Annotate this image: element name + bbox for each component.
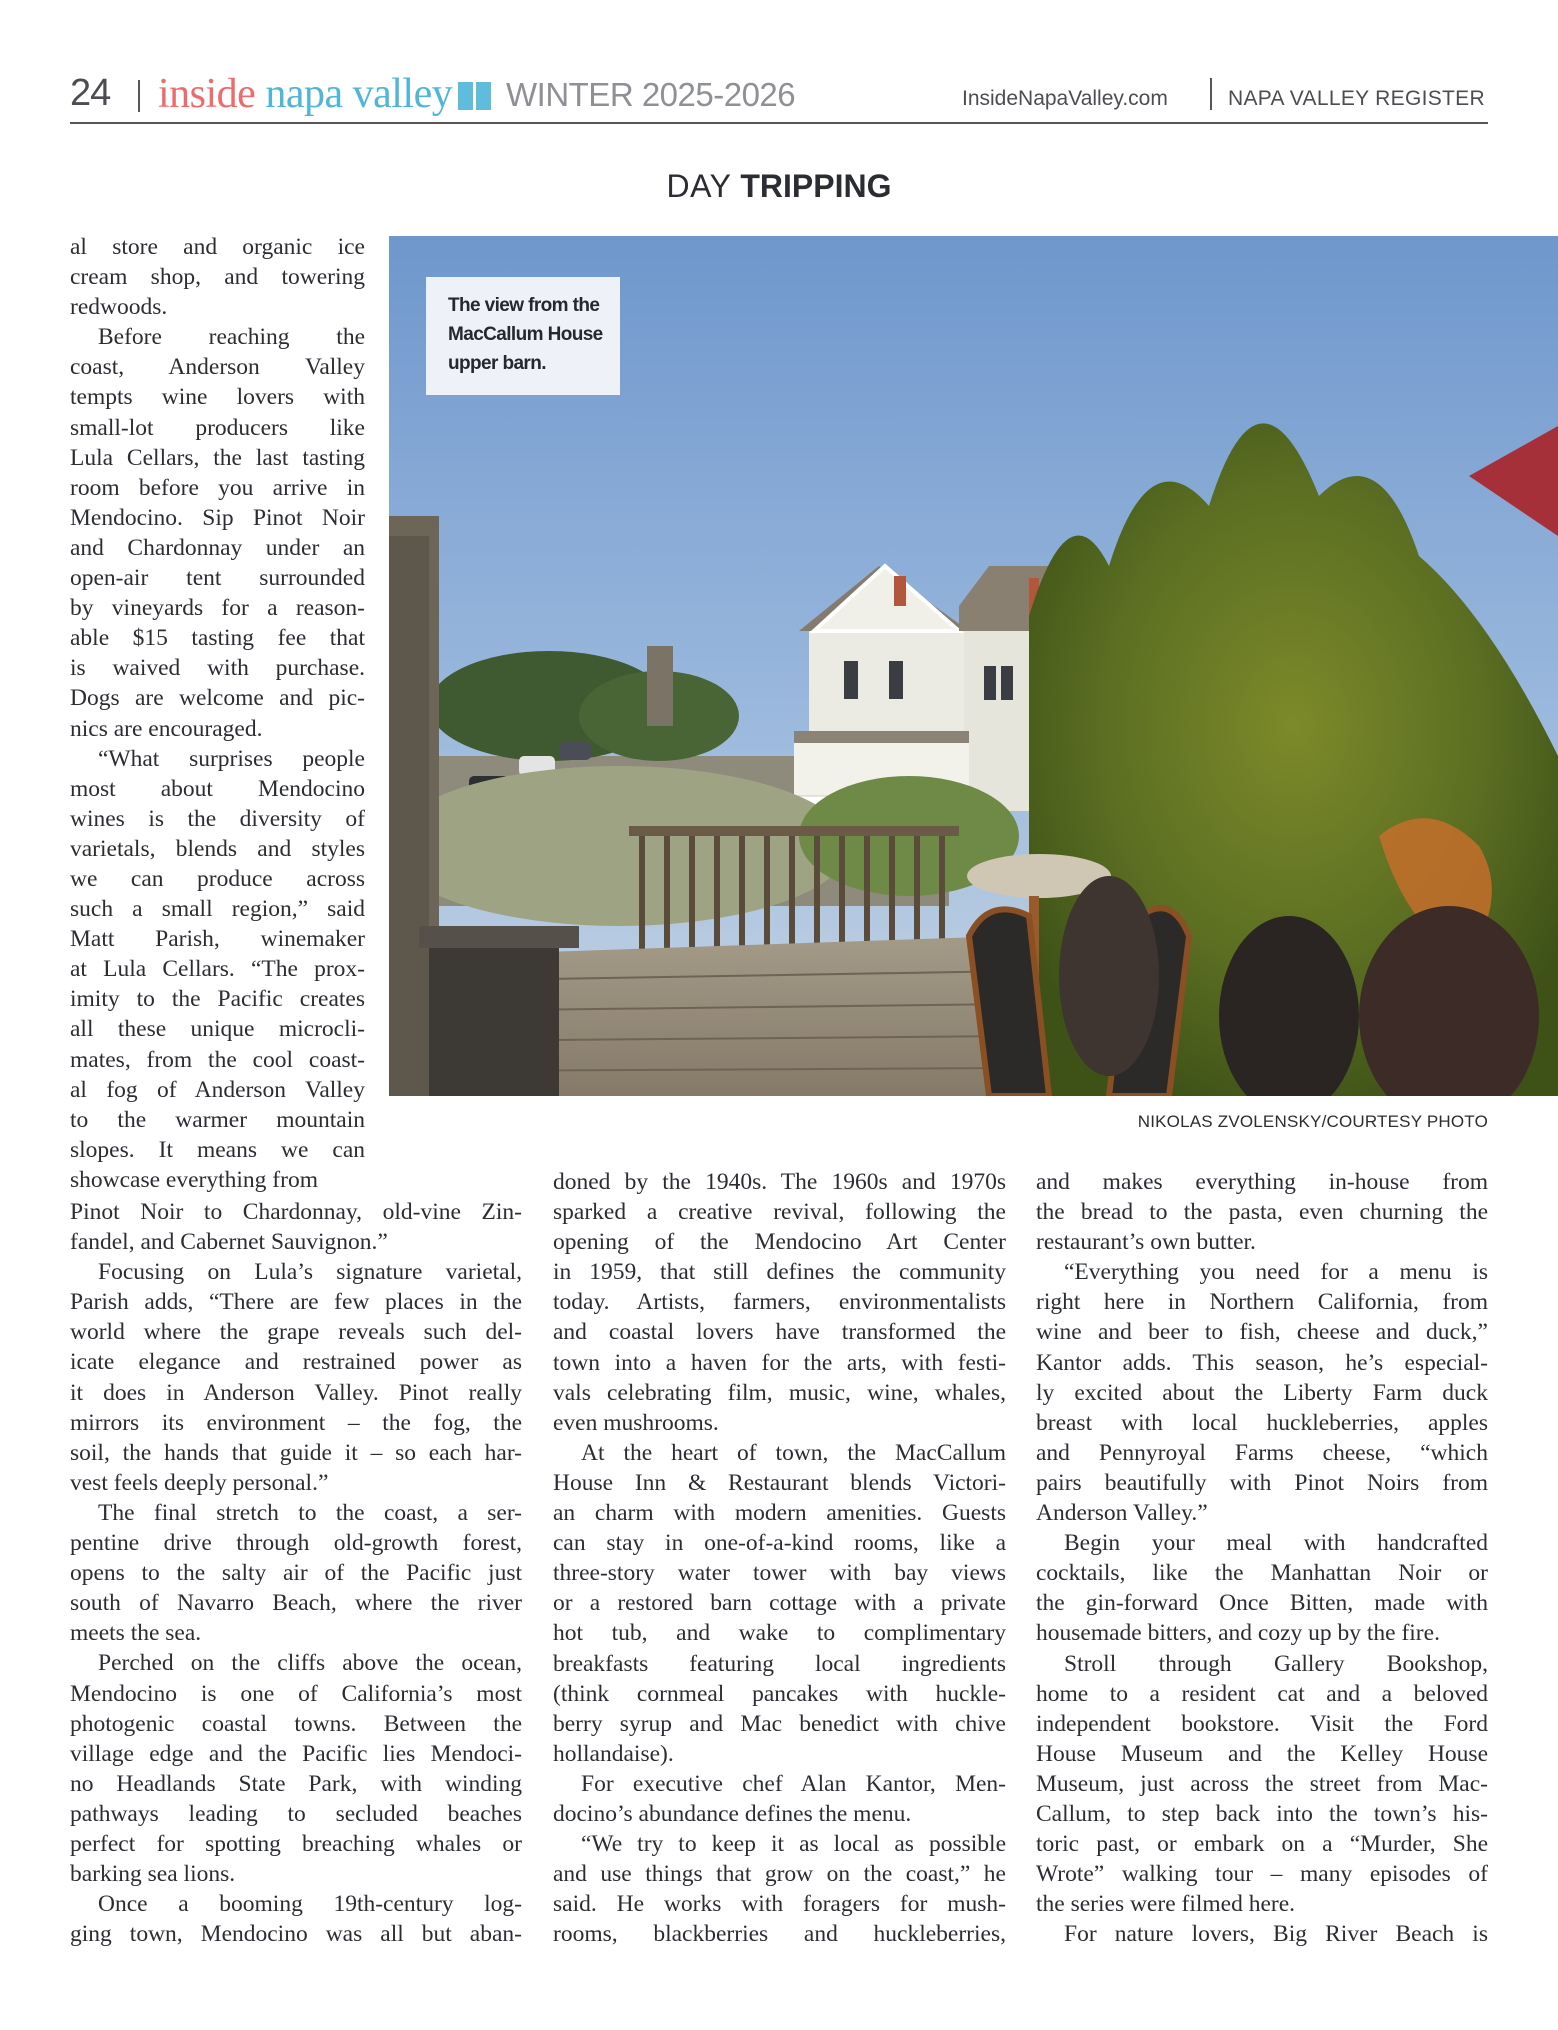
text-line: Matt Parish, winemaker — [70, 926, 365, 953]
text-line: pathways leading to secluded beaches — [70, 1800, 522, 1827]
text-line: Stroll through Gallery Bookshop, — [1064, 1650, 1488, 1677]
text-line: vest feels deeply personal.” — [70, 1469, 329, 1496]
text-line: House Museum and the Kelley House — [1036, 1740, 1488, 1767]
text-line: meets the sea. — [70, 1620, 202, 1647]
text-line: Museum, just across the street from Mac- — [1036, 1770, 1488, 1797]
text-line: Anderson Valley.” — [1036, 1500, 1208, 1527]
text-line: nics are encouraged. — [70, 715, 263, 742]
website-link[interactable]: InsideNapaValley.com — [962, 87, 1168, 110]
text-line: House Inn & Restaurant blends Victori- — [553, 1469, 1006, 1496]
text-line: (think cornmeal pancakes with huckle- — [553, 1680, 1006, 1707]
text-line: fandel, and Cabernet Sauvignon.” — [70, 1229, 388, 1256]
photo-credit: NIKOLAS ZVOLENSKY/COURTESY PHOTO — [1137, 1112, 1488, 1131]
text-line: and use things that grow on the coast,” he — [553, 1861, 1006, 1888]
text-line: most about Mendocino — [70, 775, 365, 802]
article-column-1-top — [70, 232, 365, 1195]
issue-label: WINTER 2025-2026 — [506, 76, 796, 113]
page-number: 24 — [70, 72, 111, 114]
publication-name: NAPA VALLEY REGISTER — [1228, 87, 1485, 110]
text-line: wine and beer to fish, cheese and duck,” — [1036, 1319, 1488, 1346]
text-line: the series were filmed here. — [1036, 1891, 1296, 1918]
text-line: and coastal lovers have transformed the — [553, 1319, 1006, 1346]
text-line: three-story water tower with bay views — [553, 1560, 1006, 1587]
text-line: and Pennyroyal Farms cheese, “which — [1036, 1439, 1488, 1466]
text-line: pentine drive through old-growth forest, — [70, 1530, 522, 1557]
divider — [138, 80, 140, 112]
article-column-2 — [553, 1167, 1006, 1949]
text-line: by vineyards for a reason- — [70, 595, 365, 622]
text-line: wines is the diversity of — [70, 805, 365, 832]
text-line: breast with local huckleberries, apples — [1036, 1409, 1488, 1436]
brand-word-napa-valley: napa valley — [265, 71, 453, 117]
text-line: Parish adds, “There are few places in the — [70, 1289, 522, 1316]
text-line: the gin-forward Once Bitten, made with — [1036, 1590, 1488, 1617]
text-line: For nature lovers, Big River Beach is — [1064, 1921, 1488, 1948]
text-line: The final stretch to the coast, a ser- — [98, 1499, 522, 1526]
text-line: in 1959, that still defines the community — [553, 1259, 1006, 1286]
text-line: “What surprises people — [98, 745, 365, 772]
text-line: can stay in one-of-a-kind rooms, like a — [553, 1530, 1006, 1557]
caption-line: The view from the — [448, 295, 600, 316]
text-line: docino’s abundance defines the menu. — [553, 1800, 912, 1827]
text-line: village edge and the Pacific lies Mendoci- — [70, 1740, 522, 1767]
text-line: soil, the hands that guide it – so each har- — [70, 1439, 522, 1466]
brand-word-inside: inside — [158, 71, 256, 117]
brand-bars-icon — [458, 82, 492, 110]
text-line: redwoods. — [70, 294, 168, 321]
text-line: opens to the salty air of the Pacific just — [70, 1560, 522, 1587]
text-line: Focusing on Lula’s signature varietal, — [98, 1259, 522, 1286]
text-line: world where the grape reveals such del- — [70, 1319, 522, 1346]
text-line: hollandaise). — [553, 1740, 674, 1767]
text-line: open-air tent surrounded — [70, 565, 365, 592]
text-line: is waived with purchase. — [70, 655, 365, 682]
text-line: no Headlands State Park, with winding — [70, 1770, 522, 1797]
text-line: ging town, Mendocino was all but aban- — [70, 1921, 522, 1948]
text-line: an charm with modern amenities. Guests — [553, 1500, 1006, 1527]
section-title-light: DAY — [666, 168, 732, 204]
text-line: Lula Cellars, the last tasting — [70, 444, 365, 471]
photo-caption — [426, 277, 620, 395]
text-line: Perched on the cliffs above the ocean, — [98, 1650, 522, 1677]
article-column-3 — [1036, 1167, 1488, 1949]
text-line: today. Artists, farmers, environmentalists — [553, 1289, 1006, 1316]
caption-line: MacCallum House — [448, 324, 603, 345]
text-line: south of Navarro Beach, where the river — [70, 1590, 522, 1617]
divider — [1210, 78, 1212, 110]
text-line: Mendocino. Sip Pinot Noir — [70, 504, 365, 531]
text-line: housemade bitters, and cozy up by the fire. — [1036, 1620, 1440, 1647]
text-line: restaurant’s own butter. — [1036, 1229, 1256, 1256]
brand-logo — [158, 70, 452, 118]
text-line: showcase everything from — [70, 1166, 318, 1193]
text-line: “We try to keep it as local as possible — [581, 1831, 1006, 1858]
text-line: Mendocino is one of California’s most — [70, 1680, 522, 1707]
text-line: doned by the 1940s. The 1960s and 1970s — [553, 1169, 1006, 1195]
text-line: Wrote” walking tour – many episodes of — [1036, 1861, 1488, 1888]
text-line: able $15 tasting fee that — [70, 625, 365, 652]
text-line: and makes everything in-house from — [1036, 1169, 1488, 1195]
text-line: even mushrooms. — [553, 1409, 719, 1436]
text-line: icate elegance and restrained power as — [70, 1349, 522, 1376]
text-line: sparked a creative revival, following the — [553, 1199, 1006, 1226]
section-title — [0, 168, 1558, 205]
text-line: al fog of Anderson Valley — [70, 1076, 365, 1103]
text-line: independent bookstore. Visit the Ford — [1036, 1710, 1488, 1737]
text-line: breakfasts featuring local ingredients — [553, 1650, 1006, 1677]
caption-line: upper barn. — [448, 353, 546, 374]
masthead — [70, 70, 1488, 122]
text-line: berry syrup and Mac benedict with chive — [553, 1710, 1006, 1737]
text-line: room before you arrive in — [70, 474, 365, 501]
text-line: or a restored barn cottage with a private — [553, 1590, 1006, 1617]
text-line: right here in Northern California, from — [1036, 1289, 1488, 1316]
text-line: vals celebrating film, music, wine, whales, — [553, 1379, 1006, 1406]
text-line: pairs beautifully with Pinot Noirs from — [1036, 1469, 1488, 1496]
text-line: At the heart of town, the MacCallum — [581, 1439, 1006, 1466]
text-line: Dogs are welcome and pic- — [70, 685, 365, 712]
text-line: Begin your meal with handcrafted — [1064, 1530, 1488, 1557]
text-line: al store and organic ice — [70, 234, 365, 260]
text-line: hot tub, and wake to complimentary — [553, 1620, 1006, 1647]
text-line: and Chardonnay under an — [70, 534, 365, 561]
text-line: varietals, blends and styles — [70, 835, 365, 862]
text-line: said. He works with foragers for mush- — [553, 1891, 1006, 1918]
text-line: Once a booming 19th-century log- — [98, 1891, 522, 1918]
text-line: it does in Anderson Valley. Pinot really — [70, 1379, 522, 1406]
text-line: “Everything you need for a menu is — [1064, 1259, 1488, 1286]
text-line: such a small region,” said — [70, 896, 365, 923]
text-line: home to a resident cat and a beloved — [1036, 1680, 1488, 1707]
text-line: imity to the Pacific creates — [70, 986, 365, 1013]
text-line: coast, Anderson Valley — [70, 354, 365, 381]
header-rule — [70, 122, 1488, 124]
text-line: Callum, to step back into the town’s his- — [1036, 1800, 1488, 1827]
text-line: rooms, blackberries and huckleberries, — [553, 1921, 1006, 1948]
text-line: slopes. It means we can — [70, 1136, 365, 1163]
text-line: Kantor adds. This season, he’s especial- — [1036, 1349, 1488, 1376]
text-line: we can produce across — [70, 865, 365, 892]
text-line: all these unique microcli- — [70, 1016, 365, 1043]
text-line: ly excited about the Liberty Farm duck — [1036, 1379, 1488, 1406]
text-line: cocktails, like the Manhattan Noir or — [1036, 1560, 1488, 1587]
text-line: mates, from the cool coast- — [70, 1046, 365, 1073]
text-line: the bread to the pasta, even churning the — [1036, 1199, 1488, 1226]
text-line: tempts wine lovers with — [70, 384, 365, 411]
text-line: For executive chef Alan Kantor, Men- — [581, 1770, 1006, 1797]
text-line: town into a haven for the arts, with festi- — [553, 1349, 1006, 1376]
text-line: mirrors its environment – the fog, the — [70, 1409, 522, 1436]
feature-photo — [389, 236, 1558, 1096]
text-line: toric past, or embark on a “Murder, She — [1036, 1831, 1488, 1858]
text-line: photogenic coastal towns. Between the — [70, 1710, 522, 1737]
text-line: barking sea lions. — [70, 1861, 236, 1888]
text-line: at Lula Cellars. “The prox- — [70, 956, 365, 983]
text-line: cream shop, and towering — [70, 264, 365, 291]
article-column-1-bottom — [70, 1197, 522, 1949]
text-line: perfect for spotting breaching whales or — [70, 1830, 522, 1857]
text-line: Pinot Noir to Chardonnay, old-vine Zin- — [70, 1199, 522, 1225]
text-line: to the warmer mountain — [70, 1106, 365, 1133]
text-line: small-lot producers like — [70, 414, 365, 441]
section-title-bold: TRIPPING — [740, 168, 892, 204]
text-line: opening of the Mendocino Art Center — [553, 1229, 1006, 1256]
text-line: Before reaching the — [98, 324, 365, 351]
